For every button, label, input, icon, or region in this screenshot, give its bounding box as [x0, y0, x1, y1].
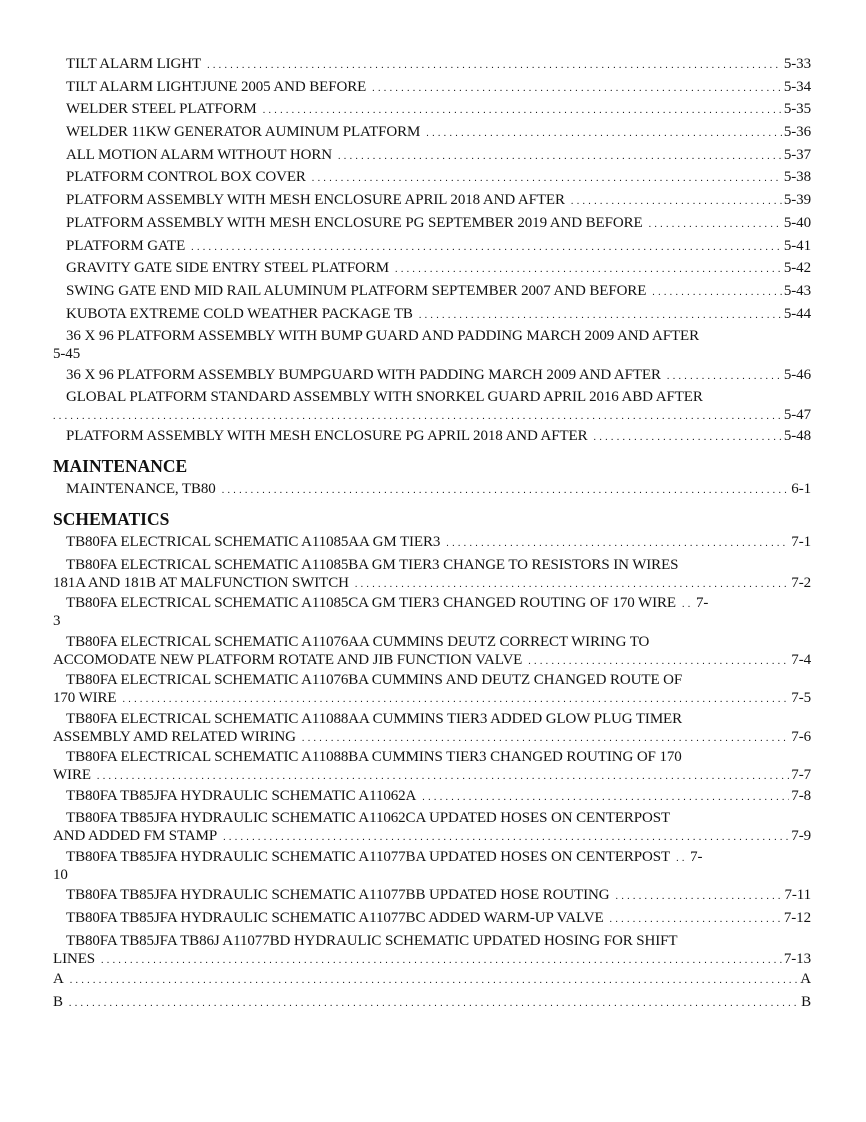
entry-title: 36 X 96 PLATFORM ASSEMBLY BUMPGUARD WITH PADDING MARCH 2009 AND AFTER: [66, 366, 661, 383]
entry-title: TB80FA TB85JFA HYDRAULIC SCHEMATIC A11077BB UPDATED HOSE ROUTING: [66, 887, 610, 904]
page-number: 5-36: [783, 124, 811, 141]
page-number: 7-5: [791, 690, 811, 707]
entry-title: TILT ALARM LIGHTJUNE 2005 AND BEFORE: [66, 78, 367, 95]
page-number: 5-34: [783, 78, 811, 95]
entry-title: TB80FA TB85JFA HYDRAULIC SCHEMATIC A11062CA UPDATED HOSES ON CENTERPOST: [66, 810, 671, 827]
section-heading-schematics: SCHEMATICS: [53, 508, 170, 529]
entry-title-cont: AND ADDED FM STAMP: [53, 828, 218, 845]
page-number: 5-46: [783, 366, 811, 383]
dot-leader: [223, 831, 789, 845]
toc-entry[interactable]: [53, 305, 811, 323]
entry-title: WELDER STEEL PLATFORM: [66, 101, 257, 118]
page-number: 7-7: [791, 767, 811, 784]
page-number-cont: 10: [53, 866, 68, 883]
toc-entry-7-7[interactable]: [53, 748, 811, 784]
entry-title: TB80FA ELECTRICAL SCHEMATIC A11085CA GM TIER3 CHANGED ROUTING OF 170 WIRE: [66, 595, 676, 612]
entry-title: 36 X 96 PLATFORM ASSEMBLY WITH BUMP GUARD AND PADDING MARCH 2009 AND AFTER: [66, 328, 699, 345]
page-number: 6-1: [791, 480, 811, 497]
toc-entry-7-4[interactable]: [53, 633, 811, 669]
platform-entries: [53, 55, 811, 323]
toc-entry-5-48[interactable]: [53, 427, 811, 445]
entry-title: PLATFORM ASSEMBLY WITH MESH ENCLOSURE PG APRIL 2018 AND AFTER: [66, 427, 588, 444]
toc-entry[interactable]: [53, 970, 811, 988]
page-number: 5-33: [783, 56, 811, 72]
entry-title: TB80FA ELECTRICAL SCHEMATIC A11088AA CUMMINS TIER3 ADDED GLOW PLUG TIMER: [66, 710, 683, 727]
entry-title: A: [53, 971, 64, 988]
toc-entry[interactable]: [53, 123, 811, 141]
dot-leader: [338, 150, 782, 164]
entry-title: WELDER 11KW GENERATOR AUMINUM PLATFORM: [66, 124, 421, 141]
dot-leader: [446, 537, 789, 551]
toc-entry-7-8[interactable]: [53, 787, 811, 805]
dot-leader: [652, 286, 782, 300]
page-number: B: [801, 993, 811, 1010]
toc-entry[interactable]: [53, 993, 811, 1011]
entry-title: TB80FA TB85JFA HYDRAULIC SCHEMATIC A11062A: [66, 787, 417, 804]
page-number: 5-39: [783, 192, 811, 209]
dot-leader: [528, 655, 789, 669]
dot-leader: [682, 598, 694, 612]
toc-entry-5-45[interactable]: [53, 327, 811, 363]
toc-entry-7-13[interactable]: [53, 932, 811, 968]
dot-leader: [426, 127, 782, 141]
appendix-entries: [53, 970, 811, 1011]
page-number: 7-: [695, 595, 709, 612]
entry-title-cont: ASSEMBLY AMD RELATED WIRING: [53, 728, 296, 745]
entry-title: TB80FA ELECTRICAL SCHEMATIC A11085BA GM TIER3 CHANGE TO RESISTORS IN WIRES: [66, 556, 679, 573]
dot-leader: [191, 241, 782, 255]
page-number: 5-35: [783, 101, 811, 118]
page-number: 5-47: [783, 407, 811, 424]
dot-leader: [123, 693, 790, 707]
entry-title: TB80FA ELECTRICAL SCHEMATIC A11076AA CUMMINS DEUTZ CORRECT WIRING TO: [66, 633, 650, 650]
entry-title: PLATFORM GATE: [66, 237, 186, 254]
toc-entry-7-2[interactable]: [53, 556, 811, 592]
toc-entry[interactable]: [53, 191, 811, 209]
toc-entry[interactable]: [53, 168, 811, 186]
entry-title: KUBOTA EXTREME COLD WEATHER PACKAGE TB: [66, 305, 413, 322]
dot-leader: [676, 852, 688, 866]
toc-entry-7-11[interactable]: [53, 886, 811, 904]
dot-leader: [312, 172, 782, 186]
page-number: 5-41: [783, 237, 811, 254]
toc-entry[interactable]: [53, 214, 811, 232]
toc-entry[interactable]: [53, 146, 811, 164]
dot-leader: [395, 263, 782, 277]
page-number-cont: 3: [53, 613, 61, 630]
dot-leader: [222, 484, 790, 498]
dot-leader: [571, 195, 782, 209]
toc-entry-5-47[interactable]: [53, 388, 811, 424]
page-number: 7-2: [791, 574, 811, 591]
dot-leader: [355, 578, 789, 592]
entry-title: TB80FA TB85JFA HYDRAULIC SCHEMATIC A11077BA UPDATED HOSES ON CENTERPOST: [66, 848, 671, 865]
entry-title: PLATFORM ASSEMBLY WITH MESH ENCLOSURE PG SEPTEMBER 2019 AND BEFORE: [66, 214, 643, 231]
entry-title-cont: ACCOMODATE NEW PLATFORM ROTATE AND JIB FUNCTION VALVE: [53, 651, 523, 668]
dot-leader: [207, 59, 782, 73]
section-heading-maintenance: MAINTENANCE: [53, 455, 188, 476]
page-number: 7-9: [791, 828, 811, 845]
dot-leader: [610, 913, 782, 927]
dot-leader: [372, 82, 782, 96]
table-of-contents: [53, 55, 811, 1016]
dot-leader: [667, 370, 782, 384]
entry-title-cont: 170 WIRE: [53, 690, 117, 707]
toc-entry[interactable]: [53, 55, 811, 73]
dot-leader: [649, 218, 782, 232]
page-number: 5-45: [53, 346, 81, 363]
dot-leader: [419, 309, 782, 323]
toc-entry-7-9[interactable]: [53, 809, 811, 845]
dot-leader: [263, 104, 782, 118]
page-number: 7-6: [791, 728, 811, 745]
page-number: 7-: [690, 848, 703, 865]
toc-entry-7-10[interactable]: [53, 848, 811, 884]
entry-title-cont: 181A AND 181B AT MALFUNCTION SWITCH: [53, 574, 349, 591]
entry-title: TILT ALARM LIGHT: [66, 56, 202, 72]
page-number: 7-13: [783, 950, 811, 967]
page-number: 5-44: [783, 305, 811, 322]
page-number: 7-4: [791, 651, 811, 668]
toc-entry-7-5[interactable]: [53, 671, 811, 707]
entry-title: PLATFORM CONTROL BOX COVER: [66, 169, 306, 186]
entry-title: TB80FA ELECTRICAL SCHEMATIC A11088BA CUMMINS TIER3 CHANGED ROUTING OF 170: [66, 749, 682, 766]
entry-title-cont: LINES: [53, 950, 95, 967]
toc-entry[interactable]: [53, 259, 811, 277]
toc-entry-7-3[interactable]: [53, 594, 811, 630]
page-number: A: [800, 971, 811, 988]
entry-title: SWING GATE END MID RAIL ALUMINUM PLATFORM SEPTEMBER 2007 AND BEFORE: [66, 282, 647, 299]
dot-leader: [302, 732, 789, 746]
dot-leader: [594, 431, 782, 445]
entry-title: ALL MOTION ALARM WITHOUT HORN: [66, 146, 332, 163]
dot-leader: [616, 890, 783, 904]
dot-leader: [53, 410, 782, 424]
page-number: 5-42: [783, 260, 811, 277]
page-number: 5-37: [783, 146, 811, 163]
toc-entry-7-12[interactable]: [53, 909, 811, 927]
entry-title: MAINTENANCE, TB80: [66, 480, 216, 497]
entry-title: TB80FA TB85JFA TB86J A11077BD HYDRAULIC SCHEMATIC UPDATED HOSING FOR SHIFT: [66, 932, 678, 949]
entry-title: B: [53, 993, 63, 1010]
dot-leader: [101, 954, 782, 968]
page-number: 5-48: [783, 427, 811, 444]
toc-entry[interactable]: [53, 100, 811, 118]
dot-leader: [97, 770, 789, 784]
entry-title: TB80FA ELECTRICAL SCHEMATIC A11085AA GM TIER3: [66, 533, 441, 550]
page-number: 7-1: [791, 533, 811, 550]
page-number: 5-38: [783, 169, 811, 186]
toc-entry[interactable]: [53, 282, 811, 300]
toc-entry-6-1[interactable]: [53, 480, 811, 498]
entry-title: TB80FA ELECTRICAL SCHEMATIC A11076BA CUMMINS AND DEUTZ CHANGED ROUTE OF: [66, 672, 683, 689]
dot-leader: [69, 997, 799, 1011]
toc-entry-5-46[interactable]: [53, 366, 811, 384]
page-number: 5-40: [783, 214, 811, 231]
entry-title: PLATFORM ASSEMBLY WITH MESH ENCLOSURE APRIL 2018 AND AFTER: [66, 192, 565, 209]
toc-entry-7-6[interactable]: [53, 710, 811, 746]
entry-title: TB80FA TB85JFA HYDRAULIC SCHEMATIC A11077BC ADDED WARM-UP VALVE: [66, 910, 604, 926]
page-number: 5-43: [783, 282, 811, 299]
entry-title-cont: WIRE: [53, 767, 91, 784]
entry-title: GRAVITY GATE SIDE ENTRY STEEL PLATFORM: [66, 260, 390, 277]
page-number: 7-12: [783, 910, 811, 926]
toc-entry[interactable]: [53, 237, 811, 255]
page-number: 7-8: [791, 787, 811, 804]
toc-entry[interactable]: [53, 78, 811, 96]
toc-entry-7-1[interactable]: [53, 533, 811, 551]
entry-title: GLOBAL PLATFORM STANDARD ASSEMBLY WITH SNORKEL GUARD APRIL 2016 ABD AFTER: [66, 389, 703, 406]
dot-leader: [422, 791, 789, 805]
dot-leader: [70, 974, 799, 988]
page-number: 7-11: [784, 887, 811, 904]
